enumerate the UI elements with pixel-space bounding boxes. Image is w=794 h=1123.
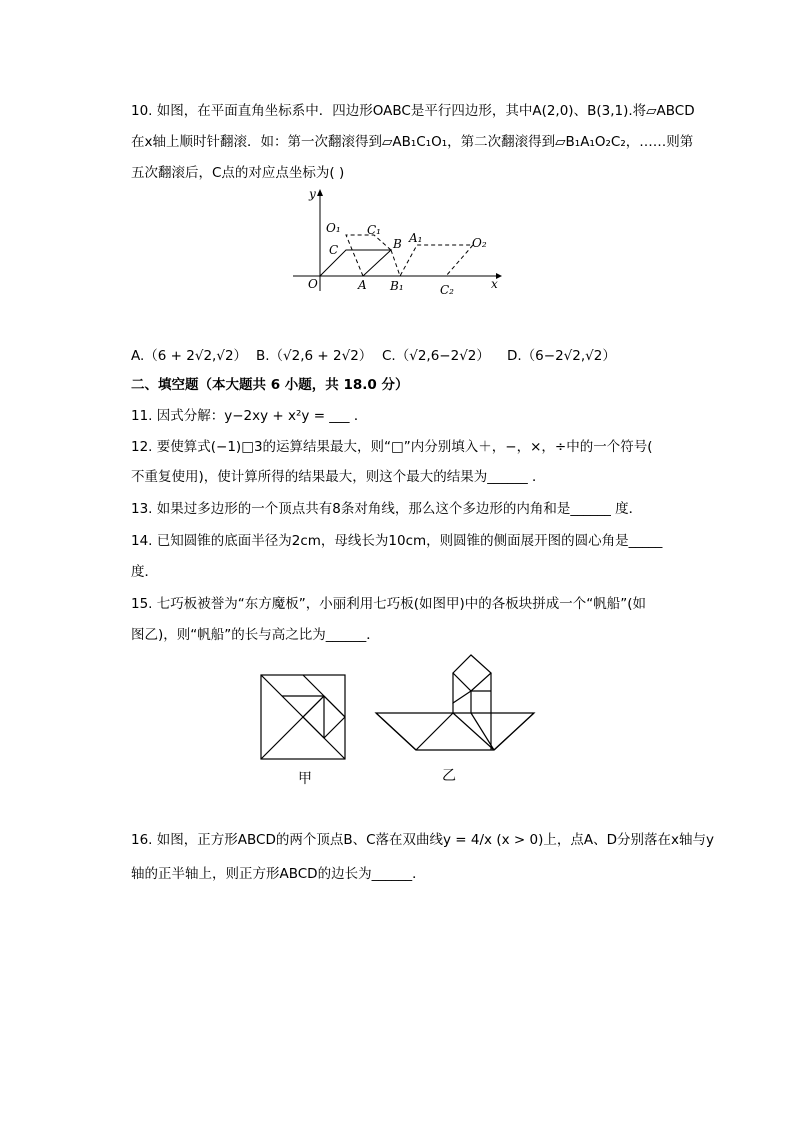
label-c1: C₁ (367, 223, 381, 237)
q13: 13. 如果过多边形的一个顶点共有8条对角线，那么这个多边形的内角和是______ 度． (131, 501, 643, 517)
q12-line-1: 12. 要使算式(−1)□3的运算结果最大，则“□”内分别填入＋，−，×，÷中的一个符号( (131, 439, 653, 455)
q10-option-d: D.（6−2√2,√2） (507, 348, 616, 364)
label-o: O (308, 277, 318, 291)
q12-line-2: 不重复使用)，使计算所得的结果最大，则这个最大的结果为______ ． (131, 469, 546, 485)
q10-option-a: A.（6 + 2√2,√2） (131, 348, 248, 364)
label-jia: 甲 (298, 771, 312, 787)
label-x: x (491, 277, 498, 291)
label-b: B (393, 237, 402, 251)
q11: 11. 因式分解：y−2xy + x²y = ___ ． (131, 408, 368, 424)
y-axis-arrow (317, 189, 323, 196)
label-y: y (309, 187, 316, 201)
label-c: C (329, 243, 339, 257)
label-yi: 乙 (442, 768, 456, 784)
q10-line-1: 10. 如图，在平面直角坐标系中．四边形OABC是平行四边形，其中A(2,0)、B(3,1).将▱ABCD (131, 103, 695, 119)
q14-line-1: 14. 已知圆锥的底面半径为2cm，母线长为10cm，则圆锥的侧面展开图的圆心角是_____ (131, 533, 663, 549)
label-o1: O₁ (326, 221, 341, 235)
label-a: A (358, 278, 367, 292)
q10-line-2: 在x轴上顺时针翻滚．如：第一次翻滚得到▱AB₁C₁O₁，第二次翻滚得到▱B₁A₁O₂C₂，……则第 (131, 134, 694, 150)
q16-line-2: 轴的正半轴上，则正方形ABCD的边长为______． (131, 866, 426, 882)
label-c2: C₂ (440, 283, 454, 295)
label-a1: A₁ (409, 231, 423, 245)
q15-line-1: 15. 七巧板被誉为“东方魔板”，小丽利用七巧板(如图甲)中的各板块拼成一个“帆船”(如 (131, 596, 647, 612)
parallelogram-ab1c1o1 (346, 235, 391, 276)
tangram-square-figure (259, 673, 347, 761)
q10-option-c: C.（√2,6−2√2） (382, 348, 490, 364)
q10-option-b: B.（√2,6 + 2√2） (256, 348, 373, 364)
q16-line-1: 16. 如图，正方形ABCD的两个顶点B、C落在双曲线y = 4/x (x > 0)上，点A、D分别落在x轴与y (131, 832, 714, 848)
parallelogram-b1a1o2c2 (391, 245, 473, 276)
label-b1: B₁ (390, 279, 404, 293)
section-fill-in-blank: 二、填空题（本大题共 6 小题，共 18.0 分） (131, 377, 409, 393)
tangram-sailboat-figure (374, 653, 536, 753)
q14-line-2: 度． (131, 564, 158, 580)
q10-line-3: 五次翻滚后，C点的对应点坐标为( ) (131, 165, 345, 181)
q10-coordinate-figure (288, 185, 503, 295)
label-o2: O₂ (472, 236, 487, 250)
q15-line-2: 图乙)，则“帆船”的长与高之比为______． (131, 627, 380, 643)
